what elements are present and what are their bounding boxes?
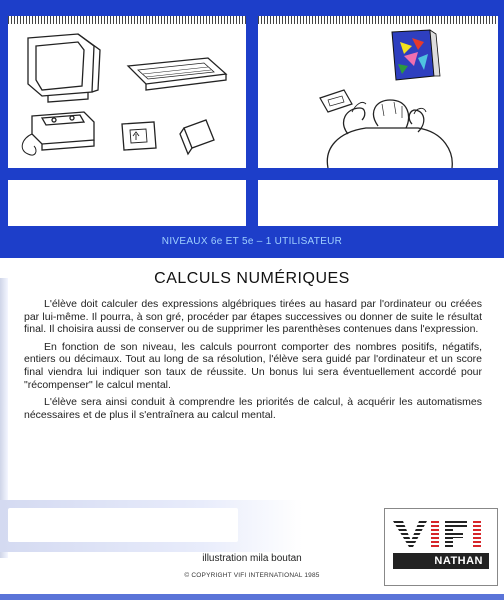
paragraph: L'élève sera ainsi conduit à comprendre les priorités de calcul, à acquérir les automatismes nécessaires et de plus il s'entraînera au calcul mental. bbox=[24, 396, 482, 421]
nathan-logo-text: NATHAN bbox=[393, 553, 489, 569]
equipment-illustration bbox=[8, 16, 246, 168]
paragraph: L'élève doit calculer des expressions algébriques tirées au hasard par l'ordinateur ou créées par lui-même. Il pourra, à son gré, procéder par étapes successives ou donner de suite le résultat final. Il choisira aussi de conserver ou de supprimer les parenthèses contenues dans l'expression. bbox=[24, 298, 482, 336]
reader-drawing bbox=[258, 16, 498, 168]
page-title: CALCULS NUMÉRIQUES bbox=[154, 270, 350, 287]
cassette-icon bbox=[320, 90, 352, 112]
blank-panel-left bbox=[8, 180, 246, 226]
cartridge-icon bbox=[122, 122, 156, 150]
vifi-logo-icon bbox=[391, 517, 491, 549]
hatch-border bbox=[8, 16, 246, 24]
bottom-edge bbox=[0, 594, 504, 600]
level-line: NIVEAUX 6e ET 5e – 1 UTILISATEUR bbox=[161, 236, 343, 247]
publisher-logo bbox=[384, 508, 498, 586]
reader-illustration bbox=[258, 16, 498, 168]
illustration-credit: illustration mila boutan bbox=[202, 553, 302, 564]
blank-panel-right bbox=[258, 180, 498, 226]
disk-drive-icon bbox=[180, 120, 214, 154]
hatch-border bbox=[258, 16, 498, 24]
book-icon bbox=[392, 30, 440, 80]
monitor-icon bbox=[28, 34, 100, 102]
copyright-text: © COPYRIGHT VIFI INTERNATIONAL 1985 bbox=[184, 572, 320, 579]
keyboard-icon bbox=[128, 58, 226, 90]
paragraph: En fonction de son niveau, les calculs pourront comporter des nombres positifs, négatifs, entiers ou décimaux. Tout au long de sa résolution, l'élève sera guidé par l'ordinateur et un score final viendra lui indiquer son taux de réussite. Un bonus lui sera éventuellement accordé pour "récompenser" le calcul mental. bbox=[24, 340, 482, 391]
equipment-drawing bbox=[8, 16, 246, 168]
description-text bbox=[24, 298, 482, 426]
label-box bbox=[8, 508, 238, 542]
cassette-recorder-icon bbox=[22, 112, 94, 155]
person-icon bbox=[327, 100, 452, 168]
